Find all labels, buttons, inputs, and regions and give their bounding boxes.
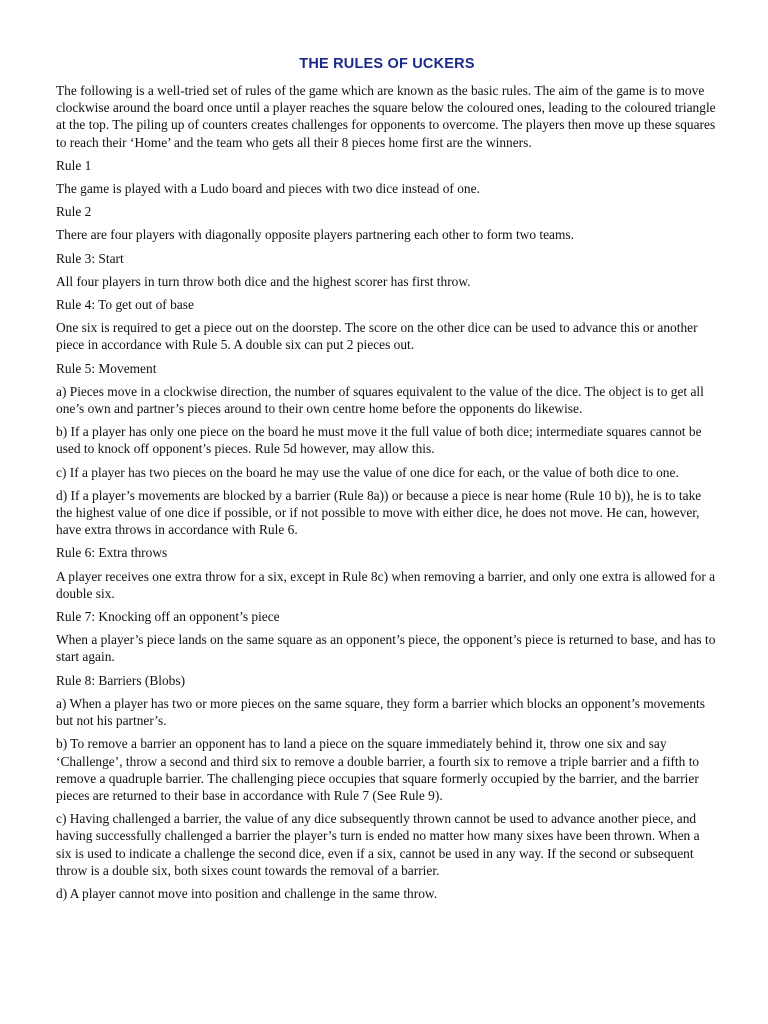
rule-4-text: One six is required to get a piece out on the doorstep. The score on the other dice can be used to advance this or another piece in accordance with Rule 5. A double six can put 2 pieces out.: [56, 320, 698, 353]
rule-1-text: The game is played with a Ludo board and pieces with two dice instead of one.: [56, 181, 480, 197]
rule-5c-text: c) If a player has two pieces on the board he may use the value of one dice for each, or the value of both dice to one.: [56, 464, 679, 480]
rule-6-text: A player receives one extra throw for a six, except in Rule 8c) when removing a barrier, and only one extra is allowed for a double six.: [56, 568, 716, 601]
rule-2-heading: Rule 2: [56, 204, 92, 220]
rule-5a-text: a) Pieces move in a clockwise direction, the number of squares equivalent to the value of the dice. The object is to get all one’s own and partner’s pieces around to their own centre home before the opponents do likewise.: [56, 383, 704, 417]
rule-7-heading: Rule 7: Knocking off an opponent’s piece: [56, 609, 280, 625]
document-title: THE RULES OF UCKERS: [299, 56, 475, 72]
rule-8d-text: d) A player cannot move into position and challenge in the same throw.: [56, 885, 438, 901]
rule-2-text: There are four players with diagonally opposite players partnering each other to form two teams.: [56, 227, 574, 243]
rule-8c-text: c) Having challenged a barrier, the value of any dice subsequently thrown cannot be used to advance another piece, and having successfully challenged a barrier the player’s turn is ended no matter how many sixes have been thrown. When a six is used to indicate a challenge the second dice, even if a six, cannot be used in any way. If the second or subsequent throw is a double six, both sixes count towards the removal of a barrier.: [56, 811, 700, 878]
rule-8b-text: b) To remove a barrier an opponent has to land a piece on the square immediately behind it, throw one six and say ‘Challenge’, throw a second and third six to remove a double barrier, a fourth six to remove a triple barrier and a fifth to remove a quadruple barrier. The challenging piece occupies that square formerly occupied by the barrier, and the barrier pieces are returned to their base in accordance with Rule 7 (See Rule 9).: [56, 736, 700, 803]
rule-7-text: When a player’s piece lands on the same square as an opponent’s piece, the opponent’s piece is returned to base, and has to start again.: [56, 632, 716, 665]
rule-5b-text: b) If a player has only one piece on the board he must move it the full value of both dice; intermediate squares cannot be used to knock off opponent’s pieces. Rule 5d however, may allow this.: [56, 424, 702, 457]
rule-3-heading: Rule 3: Start: [56, 250, 124, 266]
rule-5d-text: d) If a player’s movements are blocked by a barrier (Rule 8a)) or because a piece is near home (Rule 10 b)), he is to take the highest value of one dice if possible, or if not possible to move with either dice, he does not move. He can, however, have extra throws in accordance with Rule 6.: [56, 487, 702, 538]
rule-5-heading: Rule 5: Movement: [56, 360, 157, 376]
rule-3-text: All four players in turn throw both dice and the highest scorer has first throw.: [56, 273, 471, 289]
rule-1-heading: Rule 1: [56, 157, 92, 173]
rule-4-heading: Rule 4: To get out of base: [56, 297, 194, 313]
rule-8a-text: a) When a player has two or more pieces on the same square, they form a barrier which blocks an opponent’s movements but not his partner’s.: [56, 695, 705, 729]
intro-paragraph: The following is a well-tried set of rules of the game which are known as the basic rules. The aim of the game is to move clockwise around the board once until a player reaches the square below the coloured ones, leading to the coloured triangle at the top. The piling up of counters creates challenges for opponents to overcome. The players then move up these squares to reach their ‘Home’ and the team who gets all their 8 pieces home first are the winners.: [56, 83, 716, 150]
rule-6-heading: Rule 6: Extra throws: [56, 545, 168, 561]
rule-8-heading: Rule 8: Barriers (Blobs): [56, 672, 186, 688]
